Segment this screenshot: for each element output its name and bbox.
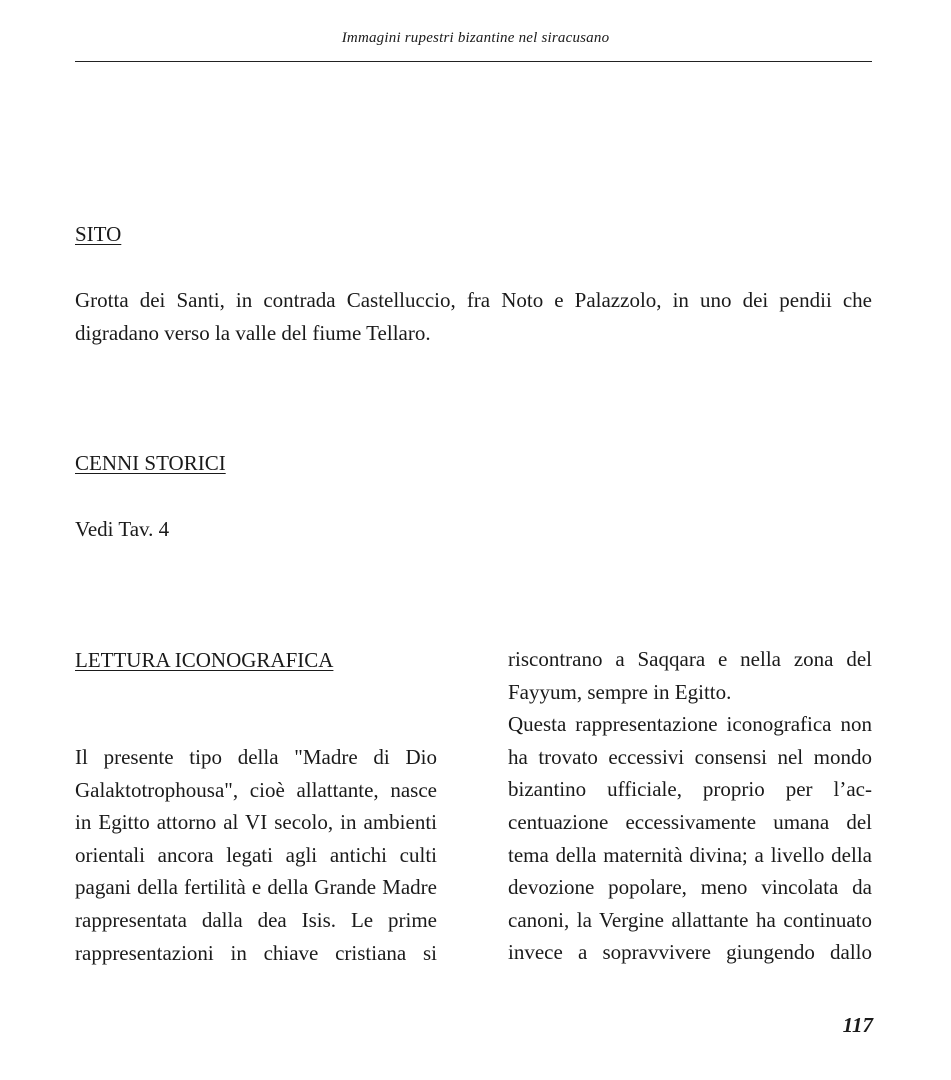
lettura-left-line: pagani della fertilità e della Grande Madre	[75, 875, 437, 900]
section-heading-lettura-iconografica: LETTURA ICONOGRAFICA	[75, 648, 334, 672]
lettura-left-line: in Egitto attorno al VI secolo, in ambienti	[75, 810, 437, 835]
lettura-left-line: Galaktotrophousa", cioè allattante, nasce	[75, 777, 437, 802]
header-rule	[75, 61, 872, 62]
cenni-storici-text	[75, 513, 872, 546]
lettura-left-line: Il presente tipo della "Madre di Dio	[75, 745, 437, 769]
lettura-right-column	[508, 643, 872, 969]
section-heading-sito: SITO	[75, 222, 122, 246]
page-number: 117	[842, 1013, 873, 1037]
sito-paragraph	[75, 284, 872, 349]
lettura-right-line: bizantino ufficiale, proprio per l’ac-	[508, 777, 872, 802]
lettura-right-line: Questa rappresentazione iconografica non	[508, 712, 872, 737]
lettura-right-line: devozione popolare, meno vincolata da	[508, 875, 872, 900]
lettura-left-column	[75, 741, 437, 969]
section-heading-cenni-storici: CENNI STORICI	[75, 451, 226, 475]
sito-line: digradano verso la valle del fiume Tellaro.	[75, 320, 431, 345]
lettura-right-line: canoni, la Vergine allattante ha continuato	[508, 907, 872, 932]
running-head: Immagini rupestri bizantine nel siracusano	[341, 30, 610, 46]
lettura-right-line: ha trovato eccessivi consensi nel mondo	[508, 744, 872, 769]
lettura-right-line: invece a sopravvivere giungendo dallo	[508, 940, 872, 965]
lettura-right-line: riscontrano a Saqqara e nella zona del	[508, 647, 872, 671]
lettura-right-line: tema della maternità divina; a livello della	[508, 842, 872, 867]
lettura-left-line: orientali ancora legati agli antichi culti	[75, 842, 437, 867]
lettura-right-line: centuazione eccessivamente umana del	[508, 809, 872, 834]
lettura-left-line: rappresentazioni in chiave cristiana si	[75, 940, 437, 965]
lettura-right-line: Fayyum, sempre in Egitto.	[508, 679, 732, 704]
cenni-storici-line: Vedi Tav. 4	[75, 517, 170, 541]
lettura-left-line: rappresentata dalla dea Isis. Le prime	[75, 907, 437, 932]
sito-line: Grotta dei Santi, in contrada Castelluccio, fra Noto e Palazzolo, in uno dei pendii che	[75, 288, 872, 312]
